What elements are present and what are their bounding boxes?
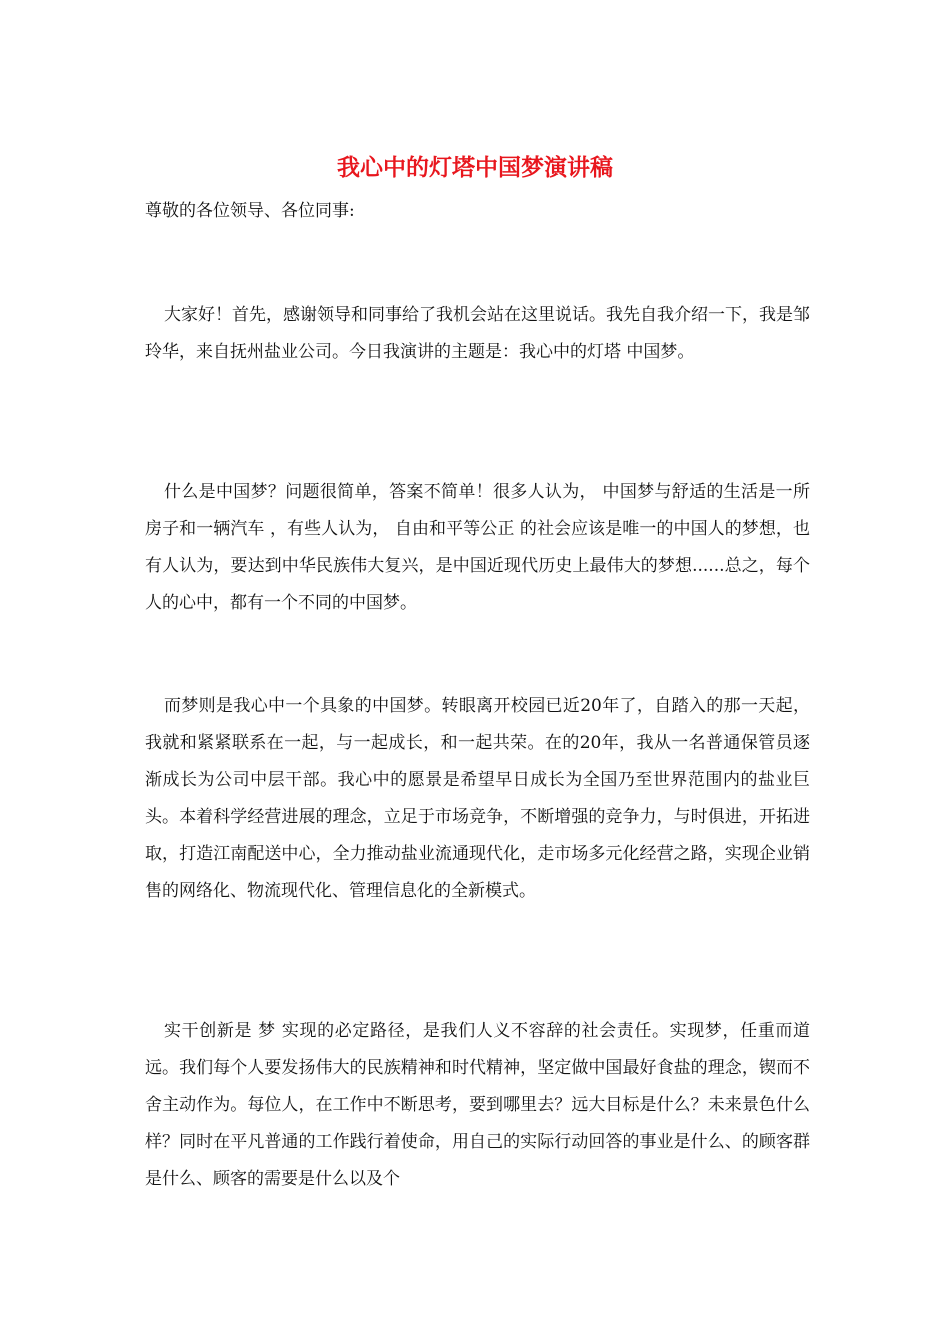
document-title: 我心中的灯塔中国梦演讲稿 [337, 154, 613, 181]
salutation: 尊敬的各位领导、各位同事: [145, 201, 355, 221]
paragraph-innovation: 实干创新是 梦 实现的必定路径，是我们人义不容辞的社会责任。实现梦，任重而道远。我们每个人要发扬伟大的民族精神和时代精神，坚定做中国最好食盐的理念，锲而不舍主动作为。每位人，在工作中不断思考，要到哪里去？远大目标是什么？未来景色什么样？同时在平凡普通的工作践行着使命，用自己的实际行动回答的事业是什么、的顾客群是什么、顾客的需要是什么以及个 [145, 1021, 810, 1189]
paragraph-what-is-dream: 什么是中国梦？问题很简单，答案不简单！很多人认为， 中国梦与舒适的生活是一所房子和一辆汽车 ，有些人认为， 自由和平等公正 的社会应该是唯一的中国人的梦想，也有人认为，要达到中华民族伟大复兴，是中国近现代历史上最伟大的梦想......总之，每个人的心中，都有一个不同的中国梦。 [145, 482, 810, 613]
paragraph-personal-dream: 而梦则是我心中一个具象的中国梦。转眼离开校园已近20年了，自踏入的那一天起，我就和紧紧联系在一起，与一起成长，和一起共荣。在的20年，我从一名普通保管员逐渐成长为公司中层干部。我心中的愿景是希望早日成长为全国乃至世界范围内的盐业巨头。本着科学经营进展的理念，立足于市场竞争，不断增强的竞争力，与时俱进，开拓进取，打造江南配送中心，全力推动盐业流通现代化，走市场多元化经营之路，实现企业销售的网络化、物流现代化、管理信息化的全新模式。 [145, 696, 810, 901]
paragraph-intro: 大家好！首先，感谢领导和同事给了我机会站在这里说话。我先自我介绍一下，我是邹玲华，来自抚州盐业公司。今日我演讲的主题是：我心中的灯塔 中国梦。 [145, 305, 810, 362]
